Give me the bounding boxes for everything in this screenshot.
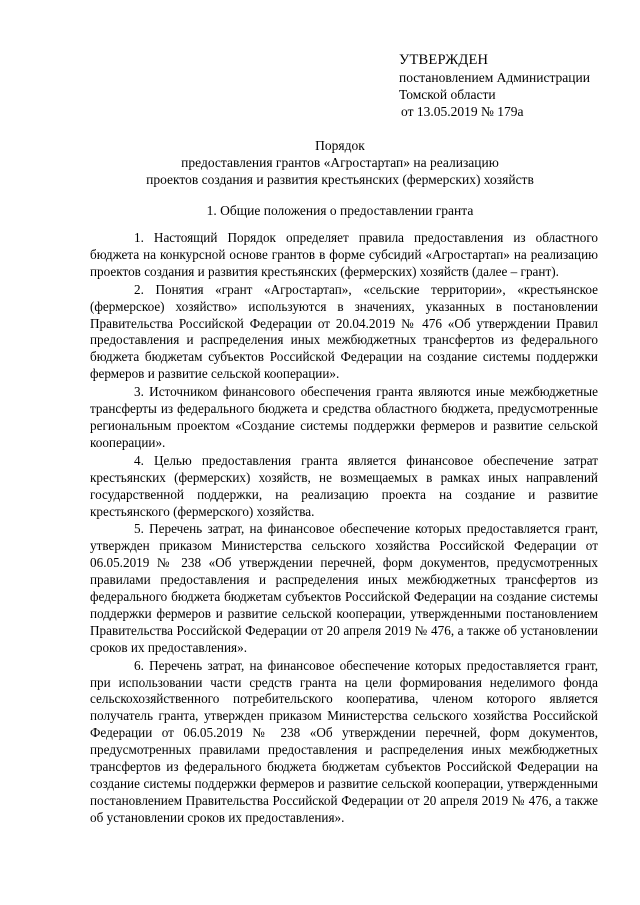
paragraph-5: 5. Перечень затрат, на финансовое обеспечение которых предоставляется грант, утвержден приказом Министерства сельского хозяйства Российской Федерации от 06.05.2019 № 238 «Об утверждении перечней, форм документов, предусмотренных правилами предоставления и распределения иных межбюджетных трансфертов из федерального бюджета бюджетам субъектов Российской Федерации на создание системы поддержки фермеров и развитие сельской кооперации, утвержденными постановлением Правительства Российской Федерации от 20 апреля 2019 № 476, а также об установлении сроков их предоставления».: [90, 521, 598, 655]
paragraph-2: 2. Понятия «грант «Агростартап», «сельские территории», «крестьянское (фермерское) хозяйство» используются в значениях, указанных в постановлении Правительства Российской Федерации от 20.04.2019 № 476 «Об утверждении Правил предоставления и распределения иных межбюджетных трансфертов из федерального бюджета бюджетам субъектов Российской Федерации на создание системы поддержки фермеров и развитие сельской кооперации».: [90, 281, 598, 382]
paragraph-3: 3. Источником финансового обеспечения гранта являются иные межбюджетные трансферты из федерального бюджета и средства областного бюджета, предусмотренные региональным проектом «Создание системы поддержки фермеров и развитие сельской кооперации».: [90, 384, 598, 450]
document-title: Порядок: [315, 138, 365, 153]
document-subtitle-line-1: предоставления грантов «Агростартап» на реализацию: [181, 155, 499, 170]
approval-date: от 13.05.2019 № 179а: [401, 104, 524, 119]
document-subtitle-line-2: проектов создания и развития крестьянских (фермерских) хозяйств: [146, 172, 534, 187]
approval-authority: постановлением Администрации: [399, 70, 590, 85]
approval-stamp: [399, 52, 629, 120]
paragraph-1: 1. Настоящий Порядок определяет правила предоставления из областного бюджета на конкурсной основе грантов в форме субсидий «Агростартап» на реализацию проектов создания и развития крестьянских (фермерских) хозяйств (далее – грант).: [90, 230, 598, 279]
paragraph-6: 6. Перечень затрат, на финансовое обеспечение которых предоставляется грант, при использовании части средств гранта на цели формирования неделимого фонда сельскохозяйственного потребительского кооператива, членом которого является получатель гранта, утвержден приказом Министерства сельского хозяйства Российской Федерации от 06.05.2019 № 238 «Об утверждении перечней, форм документов, предусмотренных правилами предоставления и распределения иных межбюджетных трансфертов из федерального бюджета бюджетам субъектов Российской Федерации на создание системы поддержки фермеров и развитие сельской кооперации, утвержденными постановлением Правительства Российской Федерации от 20 апреля 2019 № 476, а также об установлении сроков их предоставления».: [90, 657, 598, 825]
section-title: 1. Общие положения о предоставлении гранта: [206, 203, 474, 218]
document-title-block: [80, 137, 600, 188]
approval-heading: УТВЕРЖДЕН: [399, 52, 489, 68]
paragraph-4: 4. Целью предоставления гранта является финансовое обеспечение затрат крестьянских (фермерских) хозяйств, не возмещаемых в рамках иных направлений государственной поддержки, на реализацию проекта на создание и развитие крестьянского (фермерского) хозяйства.: [90, 452, 598, 519]
approval-region: Томской области: [399, 87, 496, 102]
document-body: [90, 230, 598, 827]
